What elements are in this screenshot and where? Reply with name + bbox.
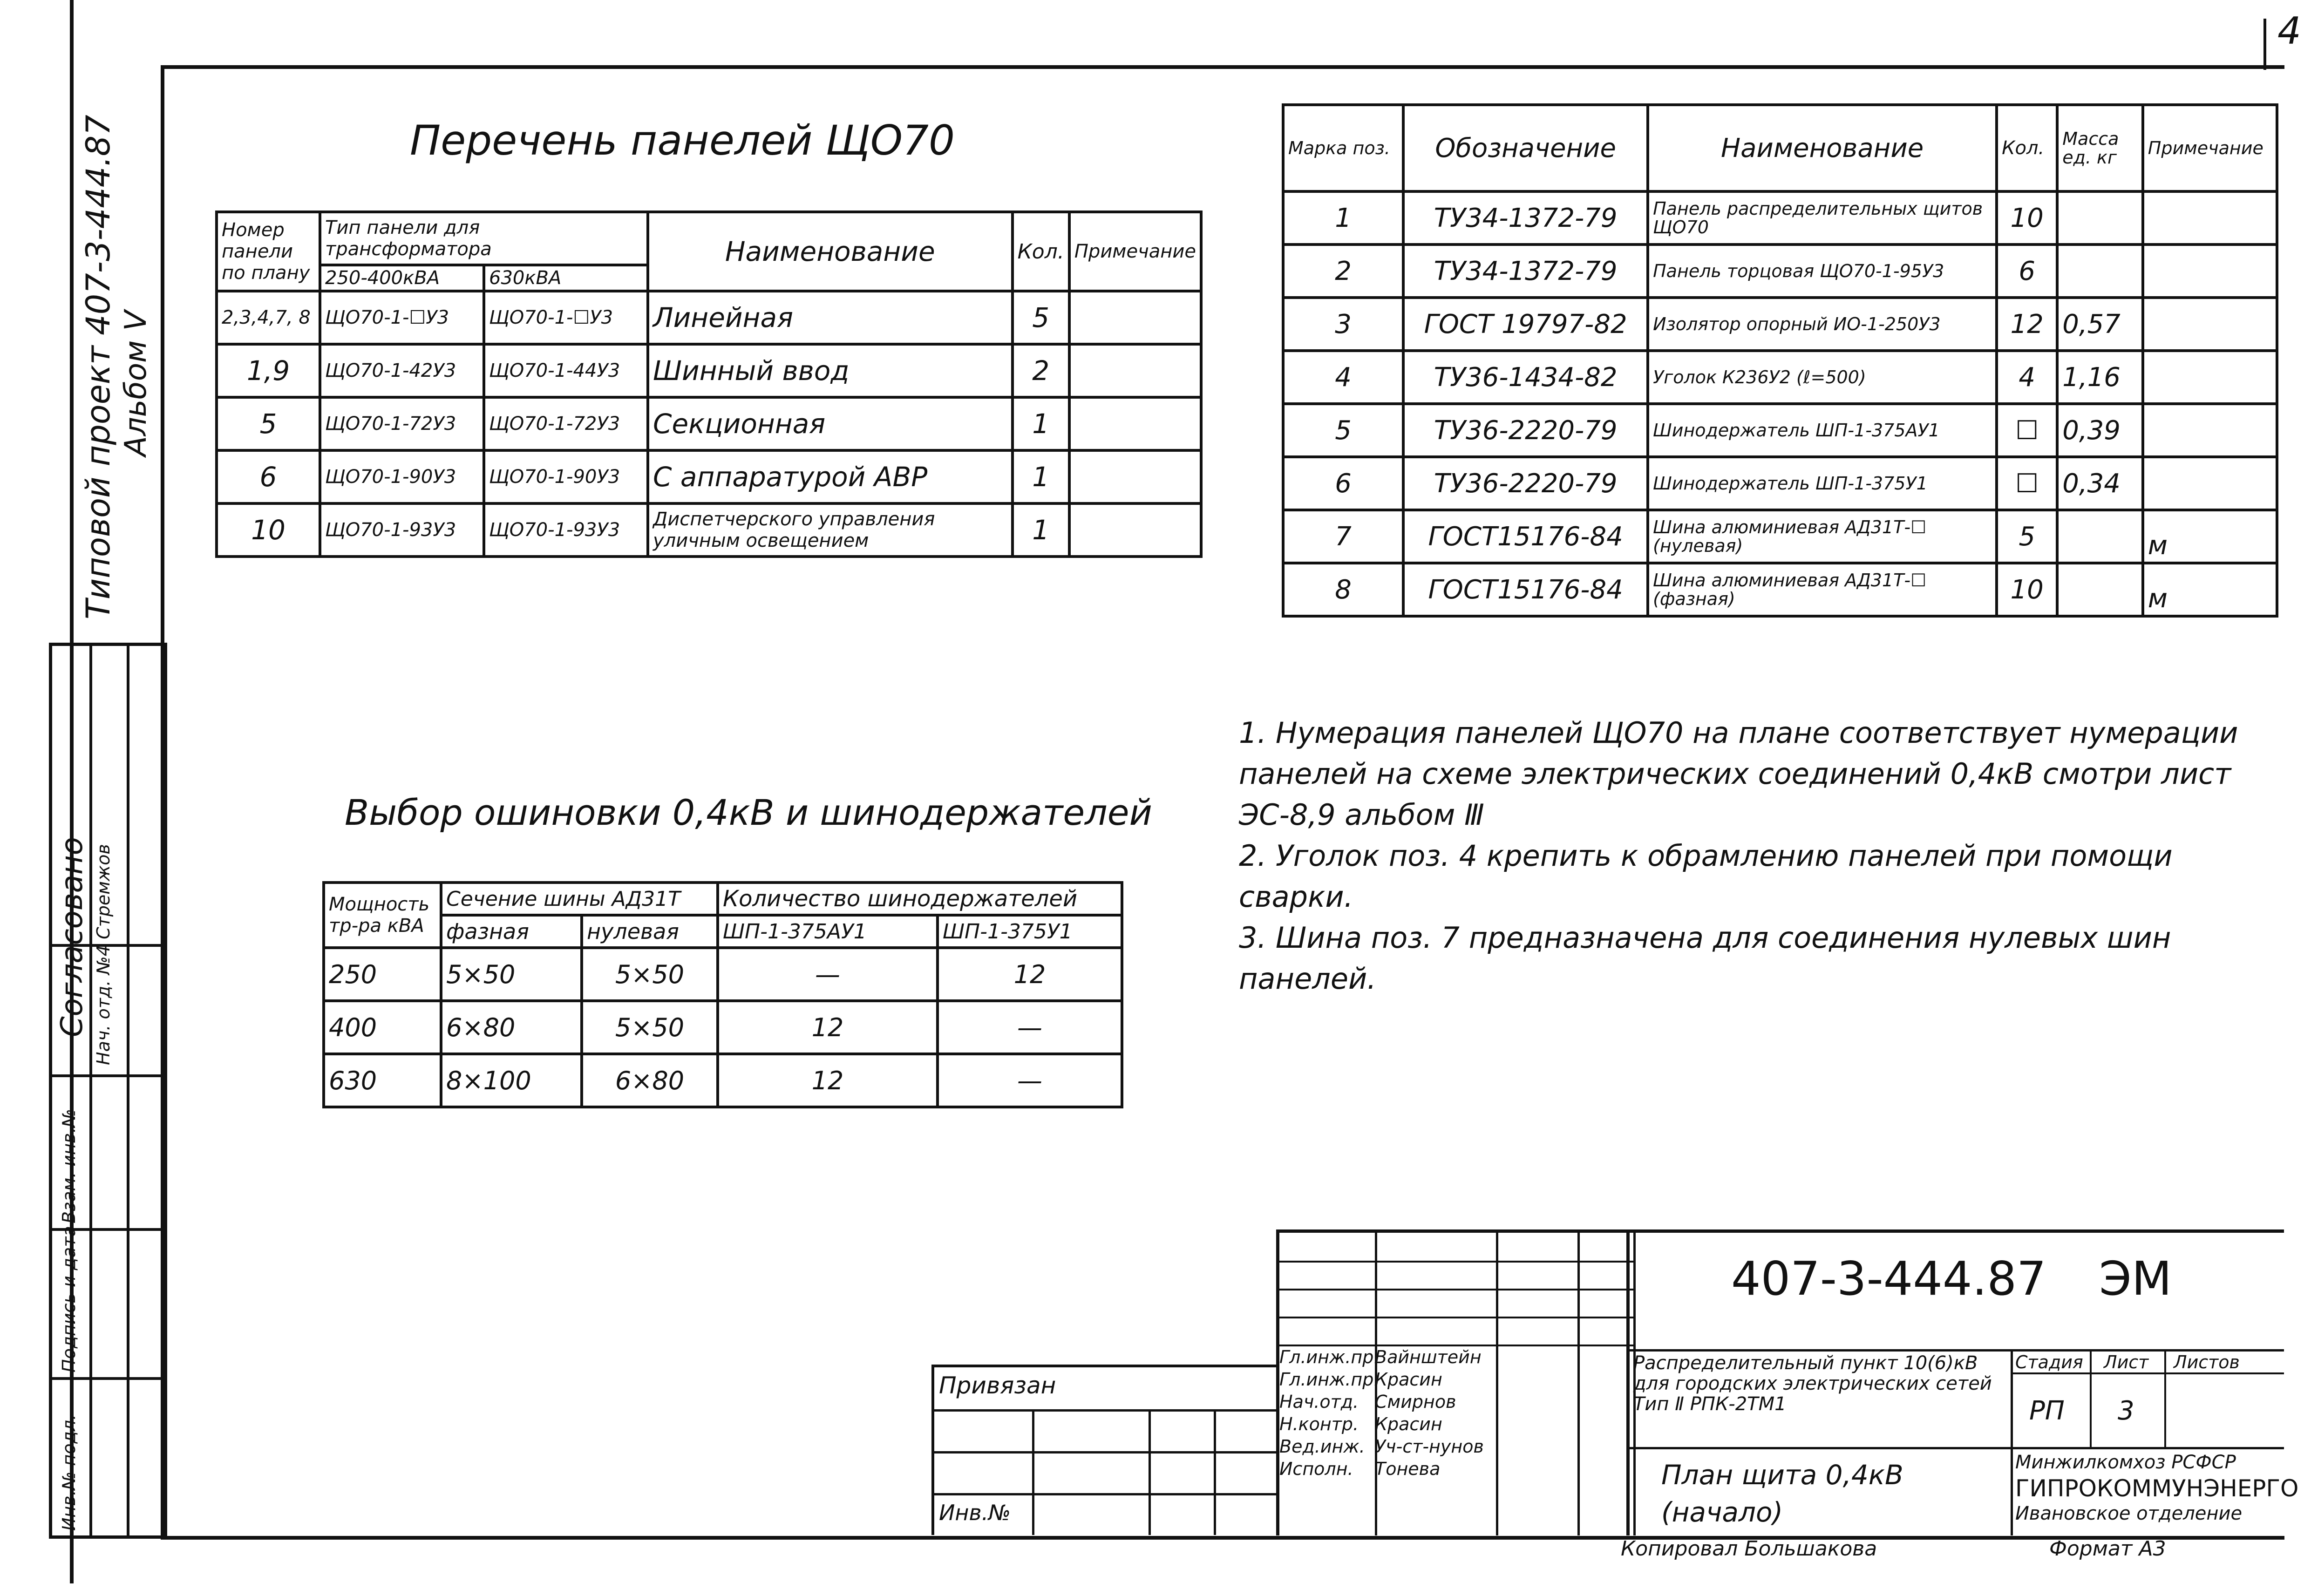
table-row: 8 ГОСТ15176-84 Шина алюминиевая АД31Т-☐ (фазная) 10 м — [1283, 563, 2277, 616]
col-qty-header: Кол. — [1013, 212, 1069, 291]
table-row: 3 ГОСТ 19797-82 Изолятор опорный ИО-1-250У3 12 0,57 — [1283, 298, 2277, 351]
org-line-3: Ивановское отделение — [2015, 1503, 2243, 1524]
org-line-1: Минжилкомхоз РСФСР — [2015, 1452, 2236, 1473]
table-row: 5 ТУ36-2220-79 Шинодержатель ШП-1-375АУ1 ☐ 0,39 — [1283, 404, 2277, 457]
col-name-header: Наименование — [648, 212, 1013, 291]
col-h2-header: ШП-1-375У1 — [938, 915, 1122, 948]
sign-date-label: Подпись и дата — [59, 1226, 79, 1372]
col-type-a-header: 250-400кВА — [320, 265, 484, 291]
page-number: 4 — [2277, 9, 2301, 53]
org-line-2: ГИПРОКОММУНЭНЕРГО — [2015, 1475, 2299, 1502]
col-spec-qty-header: Кол. — [1997, 105, 2057, 191]
agreed-sign: Нач. отд. №4 Стремжов — [93, 844, 114, 1065]
col-spec-note-header: Примечание — [2143, 105, 2277, 191]
table-row: 7 ГОСТ15176-84 Шина алюминиевая АД31Т-☐ (нулевая) 5 м — [1283, 510, 2277, 563]
table-row: 630 8×100 6×80 12 — — [324, 1054, 1122, 1107]
table-row: 400 6×80 5×50 12 — — [324, 1001, 1122, 1054]
linked-label: Привязан — [939, 1372, 1056, 1399]
col-section-header: Сечение шины АД31Т — [441, 883, 718, 915]
col-zero-header: нулевая — [582, 915, 718, 948]
table-row: 1,9 ЩО70-1-42У3 ЩО70-1-44У3 Шинный ввод 2 — [217, 344, 1201, 397]
table-row: 2,3,4,7, 8 ЩО70-1-☐У3 ЩО70-1-☐У3 Линейная 5 — [217, 291, 1201, 344]
stage-value: РП — [2029, 1396, 2065, 1426]
col-holders-header: Количество шинодержателей — [718, 883, 1122, 915]
bus-table-title: Выбор ошиновки 0,4кВ и шинодержателей — [345, 792, 1152, 833]
col-type-header: Тип панели для трансформатора — [320, 212, 648, 265]
col-mass-header: Масса ед. кг — [2057, 105, 2143, 191]
col-pos-header: Марка поз. — [1283, 105, 1403, 191]
copied-by: Копировал Большакова — [1621, 1537, 1877, 1561]
panels-table-title: Перечень панелей ЩО70 — [410, 116, 955, 164]
table-row: 6 ТУ36-2220-79 Шинодержатель ШП-1-375У1 ☐ 0,34 — [1283, 457, 2277, 510]
note-1: 1. Нумерация панелей ЩО70 на плане соответствует нумерации панелей на схеме электрических соединений 0,4кВ смотри лист ЭС-8,9 альбом Ⅲ — [1239, 716, 2238, 832]
doc-code: ЭМ — [2099, 1251, 2172, 1306]
bus-table — [322, 881, 1123, 1108]
replace-inv-label: Взам. инв.№ — [59, 1109, 79, 1223]
spec-table — [1282, 103, 2278, 618]
col-num-header: Номер панели по плану — [217, 212, 320, 291]
table-row: 6 ЩО70-1-90У3 ЩО70-1-90У3 С аппаратурой АВР 1 — [217, 450, 1201, 503]
col-type-b-header: 630кВА — [484, 265, 648, 291]
table-row: 10 ЩО70-1-93У3 ЩО70-1-93У3 Диспетчерского управления уличным освещением 1 — [217, 503, 1201, 557]
sheet-label: Лист — [2104, 1352, 2149, 1372]
col-code-header: Обозначение — [1403, 105, 1648, 191]
col-phase-header: фазная — [441, 915, 582, 948]
linked-block — [931, 1365, 1279, 1535]
album-label: Альбом Ⅴ — [119, 310, 153, 456]
note-3: 3. Шина поз. 7 предназначена для соединения нулевых шин панелей. — [1239, 921, 2171, 996]
inv-cell-label: Инв.№ — [939, 1500, 1011, 1525]
sheet-value: 3 — [2118, 1396, 2134, 1426]
inv-label: Инв.№ подл. — [59, 1414, 79, 1531]
object-name: Распределительный пункт 10(6)кВ для городских электрических сетей Тип Ⅱ РПК-2ТМ1 — [1633, 1352, 1992, 1415]
col-h1-header: ШП-1-375АУ1 — [718, 915, 938, 948]
sheet-title: План щита 0,4кВ (начало) — [1661, 1459, 1903, 1528]
table-row: 2 ТУ34-1372-79 Панель торцовая ЩО70-1-95У3 6 — [1283, 244, 2277, 298]
doc-number: 407-3-444.87 — [1731, 1251, 2046, 1306]
col-note-header: Примечание — [1069, 212, 1201, 291]
col-spec-name-header: Наименование — [1648, 105, 1997, 191]
stamp-people: Гл.инж.пр. Вайнштейн Гл.инж.пр. Красин Нач.отд. Смирнов Н.контр. Красин Вед.инж. Уч-ст-нунов Исполн. Тонева — [1279, 1347, 1484, 1479]
top-right-divider — [2263, 19, 2266, 70]
table-row: 4 ТУ36-1434-82 Уголок К236У2 (ℓ=500) 4 1,16 — [1283, 351, 2277, 404]
sheets-label: Листов — [2174, 1352, 2240, 1372]
table-row: 1 ТУ34-1372-79 Панель распределительных щитов ЩО70 10 — [1283, 191, 2277, 244]
col-power-header: Мощность тр-ра кВА — [324, 883, 441, 948]
format-label: Формат А3 — [2049, 1537, 2166, 1561]
title-block — [1276, 1229, 2299, 1535]
notes-block — [1239, 713, 2245, 999]
panels-table — [215, 211, 1203, 558]
side-stamp — [49, 643, 167, 1539]
table-row: 250 5×50 5×50 — 12 — [324, 948, 1122, 1001]
agreed-label: Согласовано — [55, 837, 89, 1037]
note-2: 2. Уголок поз. 4 крепить к обрамлению панелей при помощи сварки. — [1239, 839, 2173, 914]
table-row: 5 ЩО70-1-72У3 ЩО70-1-72У3 Секционная 1 — [217, 397, 1201, 450]
project-label: Типовой проект 407-3-444.87 — [79, 115, 117, 619]
stage-label: Стадия — [2015, 1352, 2083, 1372]
